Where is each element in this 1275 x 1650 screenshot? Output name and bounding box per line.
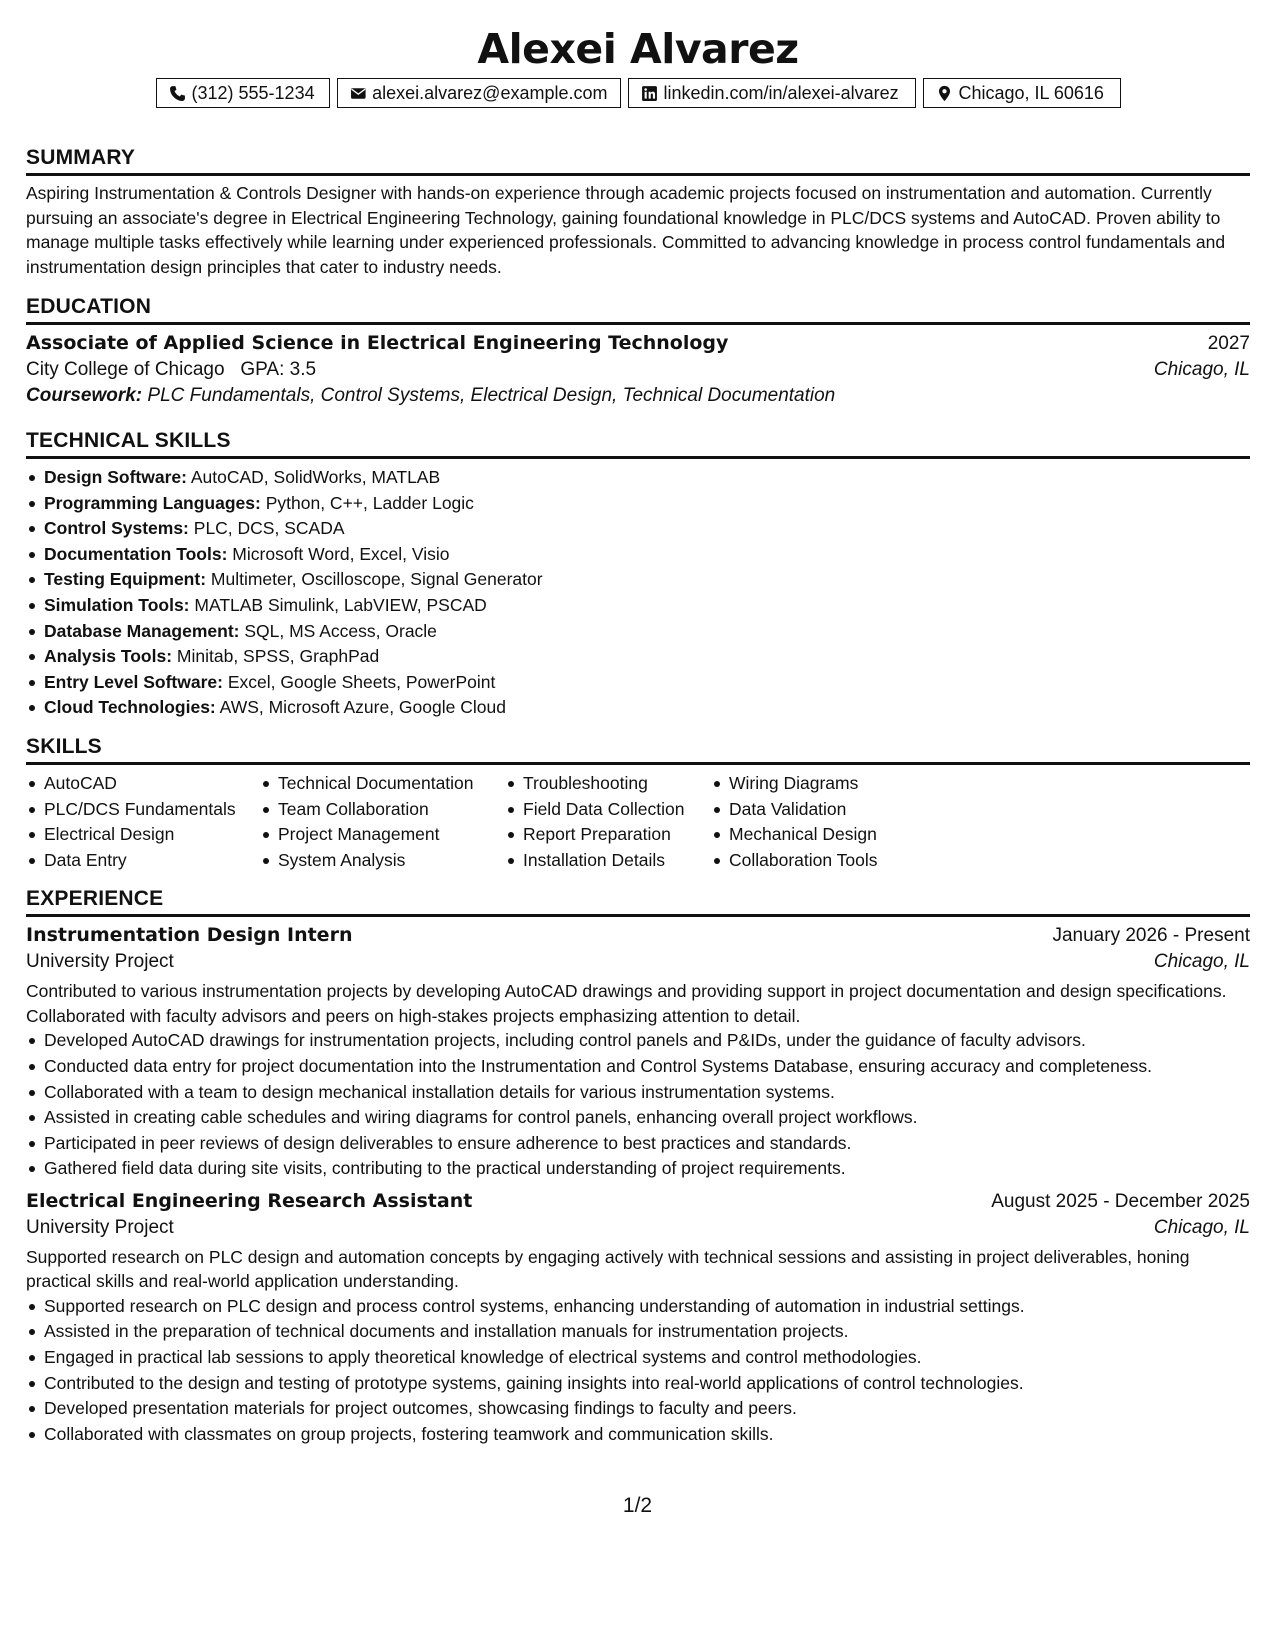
job-title-row xyxy=(26,924,1250,947)
job-location: Chicago, IL xyxy=(1153,1216,1250,1238)
education-row-1 xyxy=(26,332,1250,355)
skill-values: Microsoft Word, Excel, Visio xyxy=(232,543,450,564)
phone-text: (312) 555-1234 xyxy=(191,82,315,103)
location-text: Chicago, IL 60616 xyxy=(958,82,1104,103)
skill-category: Control Systems: xyxy=(44,518,189,539)
skill-values: Excel, Google Sheets, PowerPoint xyxy=(227,671,496,692)
education-location: Chicago, IL xyxy=(1153,359,1250,380)
skills-column-1 xyxy=(26,771,260,873)
map-pin-icon xyxy=(936,85,953,102)
contact-phone[interactable] xyxy=(156,78,330,108)
list-item: Assisted in the preparation of technical documents and installation manuals for instrumentation projects. xyxy=(26,1319,1250,1345)
school-line xyxy=(26,359,316,381)
skill-category: Programming Languages: xyxy=(44,492,261,513)
list-item: Gathered field data during site visits, contributing to the practical understanding of project requirements. xyxy=(26,1156,1250,1182)
job-org-row xyxy=(26,1217,1250,1239)
list-item: Project Management xyxy=(260,822,505,848)
list-item: Collaborated with a team to design mechanical installation details for various instrumentation systems. xyxy=(26,1080,1250,1106)
skill-category: Analysis Tools: xyxy=(44,646,173,667)
skill-category: Cloud Technologies: xyxy=(44,697,216,718)
list-item: AutoCAD xyxy=(26,771,260,797)
school-name: City College of Chicago xyxy=(26,359,225,380)
graduation-year: 2027 xyxy=(1207,333,1250,354)
candidate-name: Alexei Alvarez xyxy=(477,25,799,73)
list-item: Report Preparation xyxy=(505,822,711,848)
technical-skills-section xyxy=(26,427,1250,721)
list-item: Field Data Collection xyxy=(505,797,711,823)
envelope-icon xyxy=(350,85,367,102)
skill-values: Minitab, SPSS, GraphPad xyxy=(176,646,380,667)
skills-grid xyxy=(26,771,1250,873)
list-item: Collaboration Tools xyxy=(711,848,931,874)
list-item xyxy=(26,567,1250,593)
skills-column-2 xyxy=(260,771,505,873)
list-item xyxy=(26,695,1250,721)
list-item xyxy=(26,593,1250,619)
summary-text: Aspiring Instrumentation & Controls Designer with hands-on experience through academic projects focused on instrumentation and automation. Currently pursuing an associate's degree in Electrical Engineering Technology, gaining foundational knowledge in PLC/DCS systems and AutoCAD. Proven ability to manage multiple tasks effectively while learning under experienced professionals. Committed to advancing knowledge in process control fundamentals and instrumentation design principles that cater to industry needs. xyxy=(26,183,1226,277)
summary-section xyxy=(26,144,1250,279)
skill-category: Simulation Tools: xyxy=(44,594,190,615)
list-item: Conducted data entry for project documentation into the Instrumentation and Control Systems Database, ensuring accuracy and completeness. xyxy=(26,1054,1250,1080)
technical-skills-heading: TECHNICAL SKILLS xyxy=(26,427,1250,459)
job-summary: Contributed to various instrumentation projects by developing AutoCAD drawings and providing support in project documentation and design specifications. Collaborated with faculty advisors and peers on high-stakes projects emphasizing attention to detail. xyxy=(26,981,1227,1026)
list-item: Troubleshooting xyxy=(505,771,711,797)
list-item: Data Entry xyxy=(26,848,260,874)
job-title: Instrumentation Design Intern xyxy=(26,924,353,947)
education-section xyxy=(26,293,1250,407)
job-org: University Project xyxy=(26,1216,174,1238)
list-item: Supported research on PLC design and process control systems, enhancing understanding of automation in industrial settings. xyxy=(26,1294,1250,1320)
degree-title: Associate of Applied Science in Electrical Engineering Technology xyxy=(26,332,729,354)
job-dates: August 2025 - December 2025 xyxy=(991,1190,1250,1212)
linkedin-icon xyxy=(641,85,658,102)
skills-column-3 xyxy=(505,771,711,873)
list-item: PLC/DCS Fundamentals xyxy=(26,797,260,823)
gpa: GPA: 3.5 xyxy=(240,359,317,380)
linkedin-text: linkedin.com/in/alexei-alvarez xyxy=(663,82,899,103)
contact-email[interactable] xyxy=(337,78,621,108)
education-heading: EDUCATION xyxy=(26,293,1250,325)
job-entry xyxy=(26,1190,1250,1448)
list-item: Installation Details xyxy=(505,848,711,874)
skills-heading: SKILLS xyxy=(26,733,1250,765)
skill-values: Python, C++, Ladder Logic xyxy=(265,492,474,513)
list-item xyxy=(26,542,1250,568)
list-item: Technical Documentation xyxy=(260,771,505,797)
job-title-row xyxy=(26,1190,1250,1213)
technical-skills-list xyxy=(26,465,1250,721)
contact-location[interactable] xyxy=(923,78,1121,108)
list-item: Wiring Diagrams xyxy=(711,771,931,797)
skill-category: Entry Level Software: xyxy=(44,671,223,692)
list-item xyxy=(26,619,1250,645)
job-summary: Supported research on PLC design and automation concepts by engaging actively with technical sessions and assisting in project deliverables, honing practical skills and real-world application understanding. xyxy=(26,1246,1190,1292)
skill-values: MATLAB Simulink, LabVIEW, PSCAD xyxy=(194,594,487,615)
contact-bar xyxy=(26,78,1250,108)
list-item xyxy=(26,465,1250,491)
list-item xyxy=(26,670,1250,696)
job-org-row xyxy=(26,951,1250,973)
list-item: Assisted in creating cable schedules and wiring diagrams for control panels, enhancing overall project workflows. xyxy=(26,1105,1250,1131)
list-item: Collaborated with classmates on group projects, fostering teamwork and communication skills. xyxy=(26,1422,1250,1448)
coursework-label: Coursework: xyxy=(26,385,143,406)
list-item: Contributed to the design and testing of prototype systems, gaining insights into real-world applications of control technologies. xyxy=(26,1371,1250,1397)
list-item xyxy=(26,516,1250,542)
list-item: Electrical Design xyxy=(26,822,260,848)
job-org: University Project xyxy=(26,951,174,973)
job-dates: January 2026 - Present xyxy=(1052,925,1250,947)
page-number: 1/2 xyxy=(622,1494,653,1517)
phone-icon xyxy=(169,85,186,102)
list-item: Team Collaboration xyxy=(260,797,505,823)
list-item xyxy=(26,491,1250,517)
skill-values: AutoCAD, SolidWorks, MATLAB xyxy=(190,467,441,487)
contact-linkedin[interactable] xyxy=(628,78,916,108)
list-item: System Analysis xyxy=(260,848,505,874)
skill-category: Testing Equipment: xyxy=(44,569,207,590)
skill-values: Multimeter, Oscilloscope, Signal Generator xyxy=(210,569,543,590)
list-item: Mechanical Design xyxy=(711,822,931,848)
skill-category: Database Management: xyxy=(44,620,240,641)
list-item: Participated in peer reviews of design deliverables to ensure adherence to best practices and standards. xyxy=(26,1131,1250,1157)
list-item: Engaged in practical lab sessions to apply theoretical knowledge of electrical systems and control methodologies. xyxy=(26,1345,1250,1371)
summary-heading: SUMMARY xyxy=(26,144,1250,176)
job-entry xyxy=(26,924,1250,1182)
education-row-2 xyxy=(26,359,1250,381)
skills-section xyxy=(26,733,1250,873)
list-item: Developed presentation materials for project outcomes, showcasing findings to faculty and peers. xyxy=(26,1396,1250,1422)
skill-category: Design Software: xyxy=(44,467,187,487)
list-item xyxy=(26,644,1250,670)
job-location: Chicago, IL xyxy=(1153,951,1250,973)
list-item: Developed AutoCAD drawings for instrumentation projects, including control panels and P&IDs, under the guidance of faculty advisors. xyxy=(26,1028,1250,1054)
job-title: Electrical Engineering Research Assistant xyxy=(26,1189,473,1212)
experience-heading: EXPERIENCE xyxy=(26,885,1250,917)
skill-values: SQL, MS Access, Oracle xyxy=(244,620,437,641)
skill-values: PLC, DCS, SCADA xyxy=(193,518,345,539)
list-item: Data Validation xyxy=(711,797,931,823)
email-text: alexei.alvarez@example.com xyxy=(372,82,608,103)
experience-section xyxy=(26,885,1250,1447)
job-bullets xyxy=(26,1294,1250,1448)
skill-values: AWS, Microsoft Azure, Google Cloud xyxy=(219,697,506,718)
coursework-list: PLC Fundamentals, Control Systems, Electrical Design, Technical Documentation xyxy=(147,385,836,406)
resume-page xyxy=(26,0,1250,1650)
skills-column-4 xyxy=(711,771,931,873)
skill-category: Documentation Tools: xyxy=(44,543,228,564)
coursework-line xyxy=(26,385,1250,407)
job-bullets xyxy=(26,1028,1250,1182)
